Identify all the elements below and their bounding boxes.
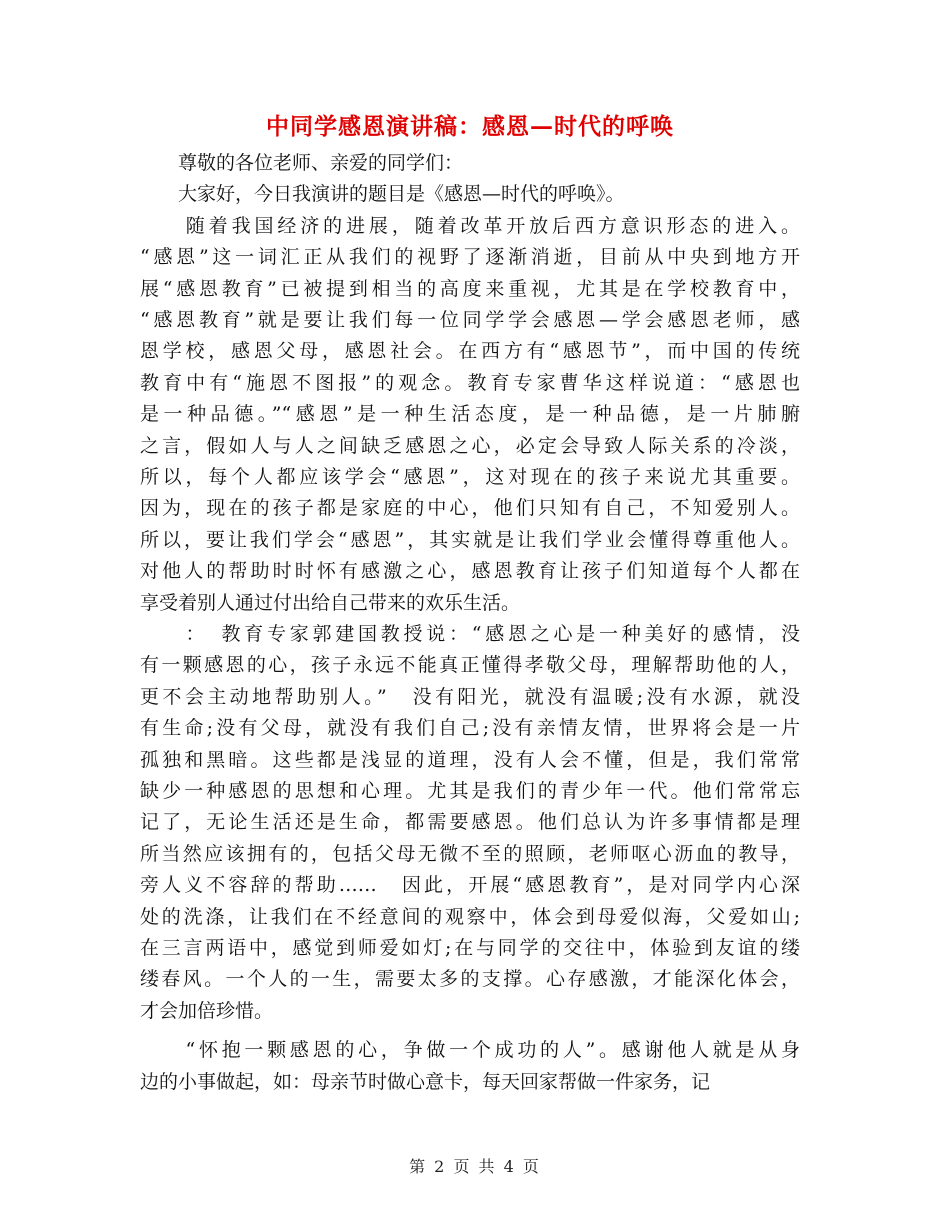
body-text-line: “感恩”这一词汇正从我们的视野了逐渐消逝，目前从中央到地方开 xyxy=(140,246,800,269)
body-text-line: 记了，无论生活还是生命，都需要感恩。他们总认为许多事情都是理 xyxy=(140,811,800,834)
body-text-line: 对他人的帮助时时怀有感激之心，感恩教育让孩子们知道每个人都在 xyxy=(140,560,800,583)
body-text-line: 旁人义不容辞的帮助…… 因此，开展“感恩教育”，是对同学内心深 xyxy=(140,874,800,897)
body-text-line: 缺少一种感恩的思想和心理。尤其是我们的青少年一代。他们常常忘 xyxy=(140,780,800,802)
body-text-line: 教育中有“施恩不图报”的观念。教育专家曹华这样说道：“感恩也 xyxy=(140,371,800,394)
body-text-line: 在三言两语中，感觉到师爱如灯;在与同学的交往中，体验到友谊的缕 xyxy=(140,937,800,959)
body-text-line: “怀抱一颗感恩的心，争做一个成功的人”。感谢他人就是从身 xyxy=(140,1039,800,1062)
body-text-line: 之言，假如人与人之间缺乏感恩之心，必定会导致人际关系的冷淡， xyxy=(140,434,800,457)
body-text-line: “感恩教育”就是要让我们每一位同学学会感恩—学会感恩老师，感 xyxy=(140,309,800,331)
body-text-line: 所以，要让我们学会“感恩”，其实就是让我们学业会懂得尊重他人。 xyxy=(140,528,800,551)
body-text-line: 享受着别人通过付出给自己带来的欢乐生活。 xyxy=(140,591,521,614)
page-number-footer: 第 2 页 共 4 页 xyxy=(409,1157,541,1176)
body-text-line: 有生命;没有父母，就没有我们自己;没有亲情友情，世界将会是一片 xyxy=(140,717,800,740)
body-text-line: 更不会主动地帮助别人。” 没有阳光，就没有温暖;没有水源，就没 xyxy=(140,685,800,708)
body-text-line: 处的洗涤，让我们在不经意间的观察中，体会到母爱似海，父爱如山; xyxy=(140,905,800,928)
body-text-line: 缕春风。一个人的一生，需要太多的支撑。心存感激，才能深化体会， xyxy=(140,968,800,991)
body-text-line: 恩学校，感恩父母，感恩社会。在西方有“感恩节”，而中国的传统 xyxy=(140,340,800,363)
body-text-line: 随着我国经济的进展，随着改革开放后西方意识形态的进入。 xyxy=(140,214,800,237)
body-text-line: 有一颗感恩的心，孩子永远不能真正懂得孝敬父母，理解帮助他的人， xyxy=(140,654,800,677)
body-text-line: 孤独和黑暗。这些都是浅显的道理，没有人会不懂，但是，我们常常 xyxy=(140,748,800,771)
body-text-line: 边的小事做起，如：母亲节时做心意卡，每天回家帮做一件家务，记 xyxy=(140,1070,711,1093)
body-text-line: 因为，现在的孩子都是家庭的中心，他们只知有自己，不知爱别人。 xyxy=(140,497,800,520)
body-text-line: 所以，每个人都应该学会“感恩”，这对现在的孩子来说尤其重要。 xyxy=(140,466,800,488)
body-text-line: 是一种品德。”“感恩”是一种生活态度，是一种品德，是一片肺腑 xyxy=(140,403,800,426)
document-title: 中同学感恩演讲稿：感恩—时代的呼唤 xyxy=(266,113,674,140)
body-text-line: 才会加倍珍惜。 xyxy=(140,999,274,1022)
body-text-line: 所当然应该拥有的，包括父母无微不至的照顾，老师呕心沥血的教导， xyxy=(140,842,800,865)
body-text-line: 展“感恩教育”已被提到相当的高度来重视，尤其是在学校教育中， xyxy=(140,277,800,300)
body-text-line: 大家好，今日我演讲的题目是《感恩—时代的呼唤》。 xyxy=(140,183,625,206)
body-text-line: 尊敬的各位老师、亲爱的同学们： xyxy=(140,152,464,174)
body-text-line: ： 教育专家郭建国教授说：“感恩之心是一种美好的感情，没 xyxy=(140,623,800,645)
